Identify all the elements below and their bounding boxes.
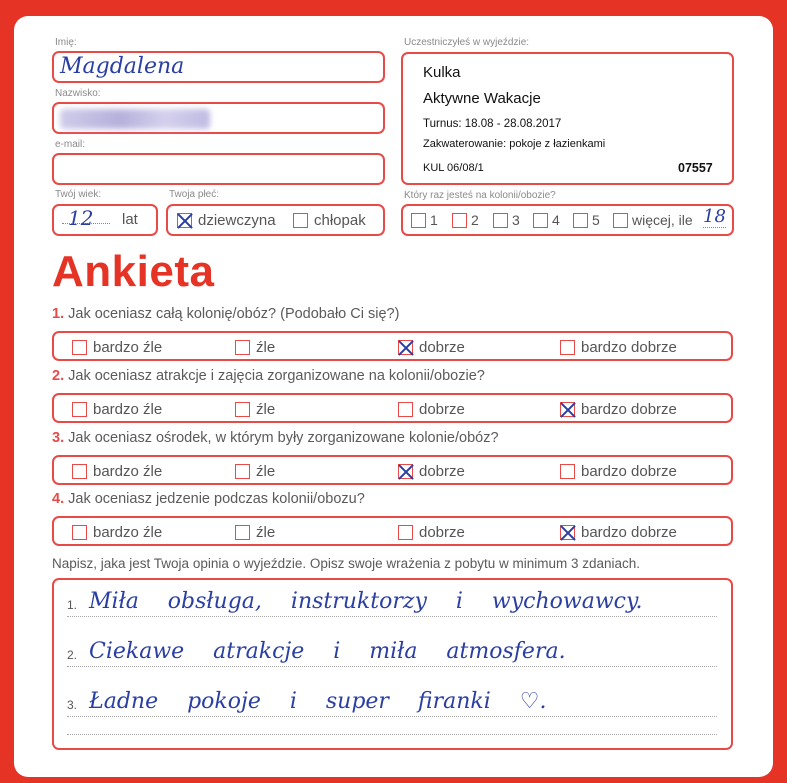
- question-4-option-2[interactable]: [235, 523, 275, 541]
- question-1-option-2[interactable]: [235, 338, 275, 356]
- age-unit: lat: [122, 211, 138, 228]
- question-2-option-1[interactable]: [72, 400, 162, 418]
- camp-info-box: [401, 52, 734, 185]
- camp-accommodation: Zakwaterowanie: pokoje z łazienkami: [423, 138, 606, 150]
- checkbox-icon[interactable]: [72, 464, 87, 479]
- question-4-options: [52, 516, 733, 546]
- times-option-5[interactable]: 5: [573, 211, 600, 228]
- email-label: e-mail:: [55, 139, 86, 150]
- checkbox-icon[interactable]: [235, 402, 250, 417]
- option-label: dobrze: [419, 523, 465, 541]
- option-label: źle: [256, 462, 276, 480]
- option-label: bardzo dobrze: [581, 523, 677, 541]
- option-label: bardzo dobrze: [581, 462, 677, 480]
- checkbox-icon[interactable]: [398, 525, 413, 540]
- checkbox-icon[interactable]: [398, 402, 413, 417]
- question-1-options: [52, 331, 733, 361]
- checkbox-checked-icon[interactable]: [398, 464, 413, 479]
- option-label: bardzo dobrze: [581, 338, 677, 356]
- checkbox-icon[interactable]: [452, 213, 467, 228]
- age-label: Twój wiek:: [55, 189, 102, 200]
- question-1-option-3[interactable]: [398, 338, 465, 356]
- checkbox-icon[interactable]: [293, 213, 308, 228]
- option-label: źle: [256, 523, 276, 541]
- email-field[interactable]: [52, 153, 385, 185]
- question-2-text: 2. Jak oceniasz atrakcje i zajęcia zorganizowane na kolonii/obozie?: [52, 368, 485, 384]
- answer-line-2: [67, 636, 717, 667]
- checkbox-icon[interactable]: [235, 340, 250, 355]
- checkbox-checked-icon[interactable]: [560, 402, 575, 417]
- option-label: bardzo dobrze: [581, 400, 677, 418]
- option-label: dobrze: [419, 338, 465, 356]
- gender-field: [166, 204, 385, 236]
- answer-number: 2.: [67, 648, 78, 662]
- question-4-option-3[interactable]: [398, 523, 465, 541]
- age-value: 12: [68, 206, 94, 230]
- survey-title: Ankieta: [52, 247, 215, 296]
- checkbox-checked-icon[interactable]: [560, 525, 575, 540]
- option-label: bardzo źle: [93, 462, 163, 480]
- option-label: dobrze: [419, 462, 465, 480]
- checkbox-icon[interactable]: [533, 213, 548, 228]
- camp-turnus: Turnus: 18.08 - 28.08.2017: [423, 118, 562, 130]
- option-label: dobrze: [419, 400, 465, 418]
- surname-redaction: [60, 109, 210, 129]
- answer-text: Miła obsługa, instruktorzy i wychowawcy.: [89, 589, 643, 614]
- option-label: źle: [256, 338, 276, 356]
- option-label: źle: [256, 400, 276, 418]
- checkbox-icon[interactable]: [235, 464, 250, 479]
- question-3-text: 3. Jak oceniasz ośrodek, w którym były zorganizowane kolonie/obóz?: [52, 430, 499, 446]
- answer-text: Ciekawe atrakcje i miła atmosfera.: [89, 639, 566, 664]
- times-field: [401, 204, 734, 236]
- checkbox-icon[interactable]: [72, 402, 87, 417]
- question-3-option-1[interactable]: [72, 462, 162, 480]
- answer-line-3: [67, 686, 717, 717]
- opinion-answer-box[interactable]: [52, 578, 733, 750]
- question-3-option-4[interactable]: [560, 462, 677, 480]
- question-2-option-4[interactable]: [560, 400, 677, 418]
- times-option-3[interactable]: 3: [493, 211, 520, 228]
- checkbox-icon[interactable]: [560, 464, 575, 479]
- opinion-prompt: Napisz, jaka jest Twoja opinia o wyjeździe. Opisz swoje wrażenia z pobytu w minimum 3 zdaniach.: [52, 556, 641, 571]
- camp-label: Uczestniczyłeś w wyjeździe:: [404, 37, 530, 48]
- times-option-4[interactable]: 4: [533, 211, 560, 228]
- answer-number: 1.: [67, 598, 78, 612]
- times-option-2[interactable]: 2: [452, 211, 479, 228]
- answer-line-1: [67, 586, 717, 617]
- checkbox-checked-icon[interactable]: [398, 340, 413, 355]
- question-3-option-3[interactable]: [398, 462, 465, 480]
- checkbox-icon[interactable]: [411, 213, 426, 228]
- answer-line-blank: [67, 734, 717, 735]
- answer-text: Ładne pokoje i super firanki ♡.: [89, 689, 547, 714]
- checkbox-checked-icon[interactable]: [177, 213, 192, 228]
- checkbox-icon[interactable]: [613, 213, 628, 228]
- question-3-option-2[interactable]: [235, 462, 275, 480]
- times-label: Który raz jesteś na kolonii/obozie?: [404, 190, 556, 201]
- age-field[interactable]: [52, 204, 158, 236]
- question-1-text: 1. Jak oceniasz całą kolonię/obóz? (Podobało Ci się?): [52, 306, 400, 322]
- question-4-option-1[interactable]: [72, 523, 162, 541]
- checkbox-icon[interactable]: [235, 525, 250, 540]
- checkbox-icon[interactable]: [72, 340, 87, 355]
- question-2-option-2[interactable]: [235, 400, 275, 418]
- camp-name: Kulka: [423, 64, 461, 81]
- gender-option-girl[interactable]: dziewczyna: [177, 211, 276, 229]
- question-1-option-1[interactable]: [72, 338, 162, 356]
- gender-option-boy[interactable]: chłopak: [293, 211, 366, 229]
- name-field[interactable]: [52, 51, 385, 83]
- times-more-value: 18: [703, 206, 726, 227]
- checkbox-icon[interactable]: [72, 525, 87, 540]
- checkbox-icon[interactable]: [493, 213, 508, 228]
- question-4-text: 4. Jak oceniasz jedzenie podczas kolonii/obozu?: [52, 491, 365, 507]
- checkbox-icon[interactable]: [573, 213, 588, 228]
- option-label: bardzo źle: [93, 523, 163, 541]
- camp-number: 07557: [678, 161, 713, 175]
- question-2-options: [52, 393, 733, 423]
- option-label: bardzo źle: [93, 400, 163, 418]
- name-value: Magdalena: [60, 54, 185, 79]
- answer-number: 3.: [67, 698, 78, 712]
- surname-label: Nazwisko:: [55, 88, 101, 99]
- question-2-option-3[interactable]: [398, 400, 465, 418]
- camp-subtitle: Aktywne Wakacje: [423, 90, 541, 107]
- camp-code: KUL 06/08/1: [423, 162, 484, 174]
- gender-label: Twoja płeć:: [169, 189, 220, 200]
- name-label: Imię:: [55, 37, 77, 48]
- option-label: bardzo źle: [93, 338, 163, 356]
- times-option-more[interactable]: więcej, ile: [613, 211, 693, 228]
- surname-field[interactable]: [52, 102, 385, 134]
- question-4-option-4[interactable]: [560, 523, 677, 541]
- times-option-1[interactable]: 1: [411, 211, 438, 228]
- checkbox-icon[interactable]: [560, 340, 575, 355]
- question-3-options: [52, 455, 733, 485]
- question-1-option-4[interactable]: [560, 338, 677, 356]
